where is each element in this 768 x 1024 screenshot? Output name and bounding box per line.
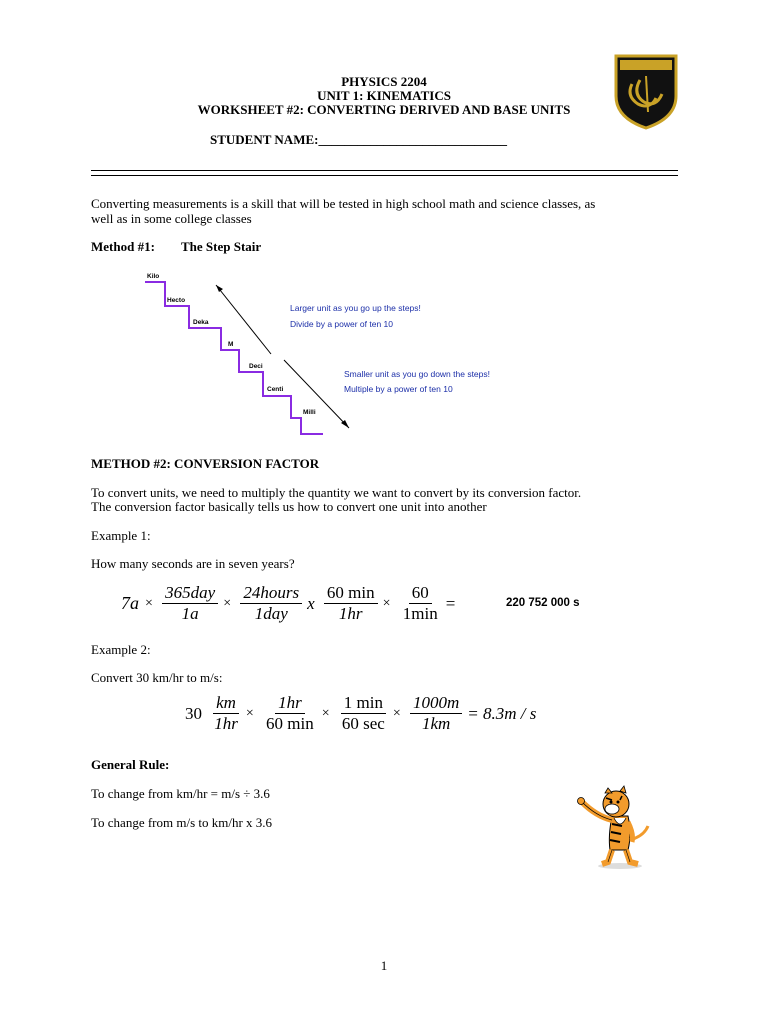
method1-title: The Step Stair <box>181 239 262 254</box>
eq2-fraction-4: $\frac{1000m}{1km}$ <box>410 693 462 734</box>
general-rule-1: To change from km/hr = m/s ÷ 3.6 <box>91 786 270 801</box>
example1-equation: 7a × $\frac{\text{365day}}{1a}$ × $\frac{\text{24hours}}{\text{1day}}$ x $\frac{60 \min}{1hr}$ × $\frac{60}{1\min}$ = <box>121 583 456 623</box>
school-crest-logo <box>610 50 682 130</box>
method1-label: Method #1: <box>91 239 155 254</box>
eq2-start: 30 <box>185 703 202 723</box>
tiger-mascot-image <box>572 776 668 872</box>
step-label-hecto: Hecto <box>167 297 186 304</box>
method2-line-2: The conversion factor basically tells us how to convert one unit into another <box>91 499 487 514</box>
step-label-deci: Deci <box>249 363 263 370</box>
example1-label: Example 1: <box>91 528 151 543</box>
eq1-start: 7a <box>121 593 139 613</box>
step-label-milli: Milli <box>303 409 316 416</box>
general-rule-title: General Rule: <box>91 757 170 772</box>
method2-title: METHOD #2: CONVERSION FACTOR <box>91 456 320 471</box>
worksheet-title: WORKSHEET #2: CONVERTING DERIVED AND BASE UNITS <box>197 102 571 117</box>
step-label-centi: Centi <box>267 386 284 393</box>
step-label-m: M <box>228 341 234 348</box>
student-name-field: STUDENT NAME:_____________________________ <box>210 132 507 147</box>
multiply-text: Multiple by a power of ten 10 <box>344 384 453 394</box>
header-divider-top <box>91 170 678 171</box>
page-number: 1 <box>380 958 388 973</box>
eq1-fraction-4: $\frac{60}{1\min}$ <box>402 583 438 623</box>
intro-line-2: well as in some college classes <box>91 211 252 226</box>
eq2-fraction-2: $\frac{1hr}{60 \min}$ <box>266 693 314 733</box>
intro-line-1: Converting measurements is a skill that will be tested in high school math and science classes, as <box>91 196 596 211</box>
eq1-fraction-1: $\frac{\text{365day}}{1a}$ <box>162 583 218 624</box>
up-steps-text: Larger unit as you go up the steps! <box>290 303 421 313</box>
example1-answer: 220 752 000 s <box>506 597 580 609</box>
eq1-fraction-2: $\frac{\text{24hours}}{\text{1day}}$ <box>240 583 302 624</box>
step-stair-diagram <box>143 266 538 438</box>
general-rule-2: To change from m/s to km/hr x 3.6 <box>91 815 273 830</box>
divide-text: Divide by a power of ten 10 <box>290 319 394 329</box>
unit-title: UNIT 1: KINEMATICS <box>317 88 451 103</box>
eq2-result: = 8.3m / s <box>467 703 537 723</box>
example2-question: Convert 30 km/hr to m/s: <box>91 670 223 685</box>
down-steps-text: Smaller unit as you go down the steps! <box>344 369 490 379</box>
method2-line-1: To convert units, we need to multiply the quantity we want to convert by its conversion factor. <box>91 485 582 500</box>
step-label-kilo: Kilo <box>147 273 160 280</box>
example1-question: How many seconds are in seven years? <box>91 556 295 571</box>
eq1-fraction-3: $\frac{60 \min}{1hr}$ <box>324 583 378 624</box>
example2-label: Example 2: <box>91 642 151 657</box>
course-title: PHYSICS 2204 <box>341 74 427 89</box>
eq2-fraction-1: $\frac{km}{1hr}$ <box>214 693 238 733</box>
eq2-fraction-3: $\frac{1 \min}{60 \sec}$ <box>341 693 385 733</box>
example2-equation: 30 $\frac{km}{1hr}$ × $\frac{1hr}{60 \min}$ × $\frac{1 \min}{60 \sec}$ × $\frac{1000m}{1km}$ = 8.3m / s <box>185 693 537 733</box>
step-label-deka: Deka <box>193 319 209 326</box>
header-divider-bottom <box>91 175 678 176</box>
